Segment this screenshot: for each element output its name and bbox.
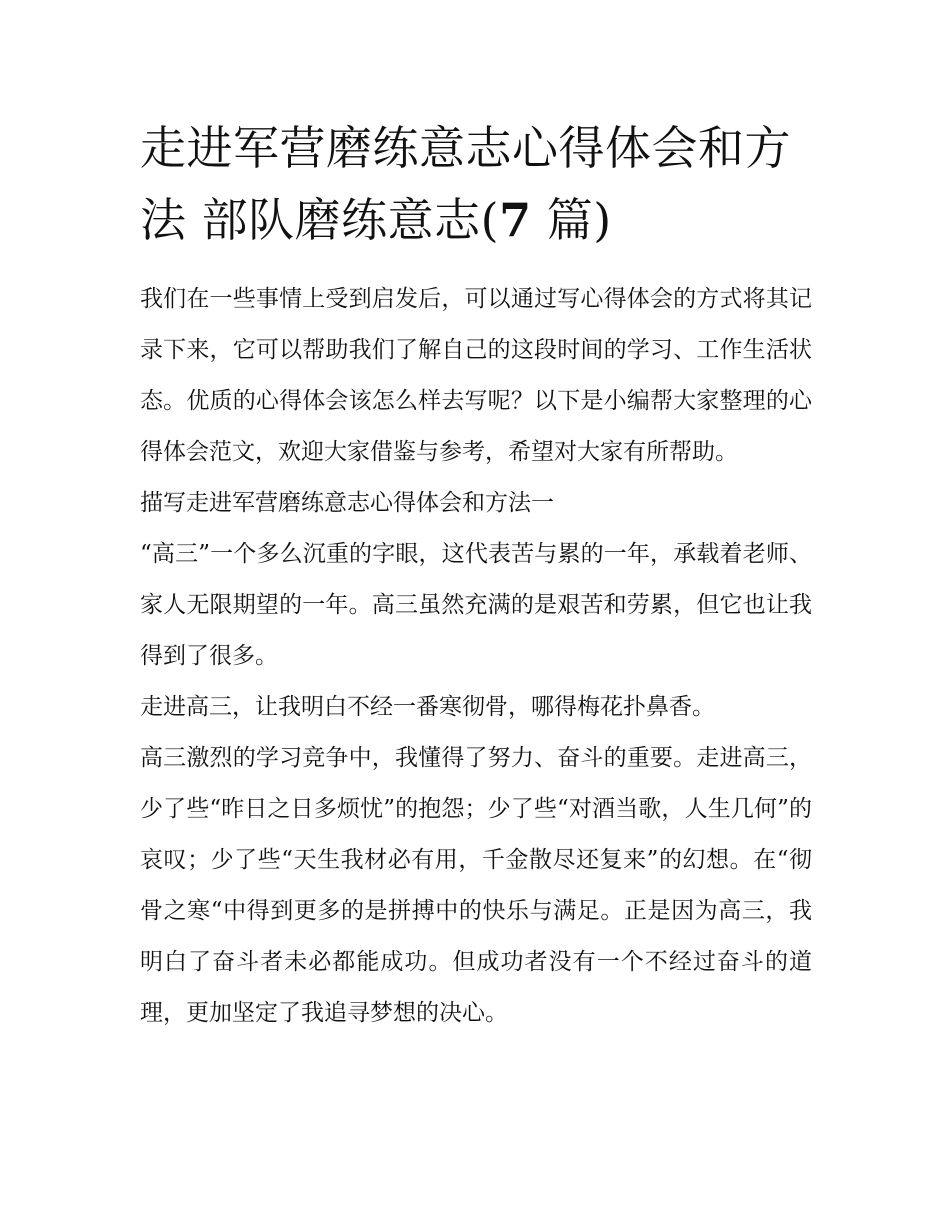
section-heading: 描写走进军营磨练意志心得体会和方法一 — [140, 490, 554, 516]
body-paragraph: 走进高三，让我明白不经一番寒彻骨，哪得梅花扑鼻香。 — [140, 694, 715, 720]
body-paragraph: “高三”一个多么沉重的字眼，这代表苦与累的一年，承载着老师、家人无限期望的一年。高三虽然充满的是艰苦和劳累，但它也让我得到了很多。 — [140, 541, 812, 669]
title-text-part2: 篇) — [531, 193, 612, 247]
document-body — [140, 112, 812, 1039]
intro-paragraph: 我们在一些事情上受到启发后，可以通过写心得体会的方式将其记录下来，它可以帮助我们了解自己的这段时间的学习、工作生活状态。优质的心得体会该怎么样去写呢？以下是小编帮大家整理的心得体会范文，欢迎大家借鉴与参考，希望对大家有所帮助。 — [140, 286, 812, 465]
title-count: 7 — [499, 193, 532, 247]
title-text-part1: 走进军营磨练意志心得体会和方法 部队磨练意志( — [140, 121, 791, 247]
document-title — [140, 112, 812, 256]
body-paragraph: 高三激烈的学习竞争中，我懂得了努力、奋斗的重要。走进高三，少了些“昨日之日多烦忧”的抱怨；少了些“对酒当歌，人生几何”的哀叹；少了些“天生我材必有用，千金散尽还复来”的幻想。在“彻骨之寒“中得到更多的是拼搏中的快乐与满足。正是因为高三，我明白了奋斗者未必都能成功。但成功者没有一个不经过奋斗的道理，更加坚定了我追寻梦想的决心。 — [140, 745, 812, 1026]
